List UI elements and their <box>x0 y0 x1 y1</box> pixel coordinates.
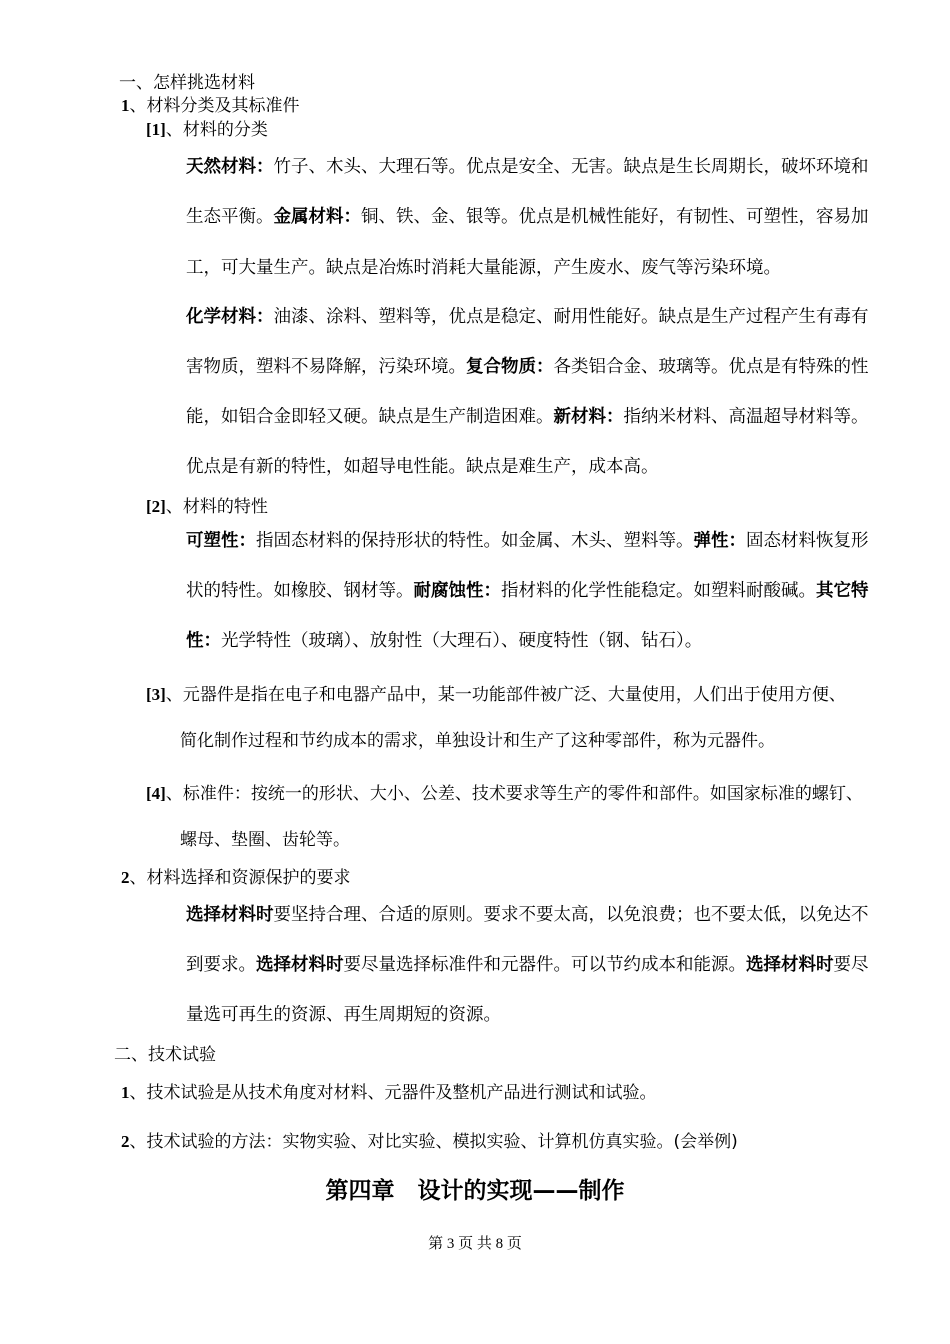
paragraph-line: 化学材料：油漆、涂料、塑料等，优点是稳定、耐用性能好。缺点是生产过程产生有毒有 <box>186 307 869 327</box>
bold-term: 金属材料： <box>273 207 361 227</box>
bold-term: 选择材料时 <box>746 955 834 975</box>
bold-term: 新材料： <box>553 407 624 427</box>
paragraph-line: 天然材料：竹子、木头、大理石等。优点是安全、无害。缺点是生长周期长，破坏环境和 <box>186 157 869 177</box>
item-number: 2 <box>121 868 130 887</box>
bold-term: 选择材料时 <box>256 955 344 975</box>
item-4-line: [4]、标准件：按统一的形状、大小、公差、技术要求等生产的零件和部件。如国家标准的螺钉、 <box>146 784 863 804</box>
paragraph-line: 生态平衡。金属材料：铜、铁、金、银等。优点是机械性能好，有韧性、可塑性，容易加 <box>186 207 869 227</box>
paragraph-line: 可塑性：指固态材料的保持形状的特性。如金属、木头、塑料等。弹性：固态材料恢复形 <box>186 531 869 551</box>
paragraph-line: 害物质，塑料不易降解，污染环境。复合物质：各类铝合金、玻璃等。优点是有特殊的性 <box>186 357 869 377</box>
paragraph-line: 能，如铝合金即轻又硬。缺点是生产制造困难。新材料：指纳米材料、高温超导材料等。 <box>186 407 869 427</box>
bold-term: 耐腐蚀性： <box>413 581 501 601</box>
chapter-title: 第四章 设计的实现——制作 <box>325 1178 625 1204</box>
item-number: 2 <box>121 1132 130 1151</box>
page-footer: 第 3 页 共 8 页 <box>428 1236 522 1252</box>
item-heading-2: [2]、材料的特性 <box>146 497 268 517</box>
paragraph-line: 量选可再生的资源、再生周期短的资源。 <box>186 1005 501 1025</box>
section-2-item-1: 1、技术试验是从技术角度对材料、元器件及整机产品进行测试和试验。 <box>121 1083 657 1103</box>
item-3-line: 简化制作过程和节约成本的需求，单独设计和生产了这种零部件，称为元器件。 <box>180 731 775 751</box>
bold-term: 性： <box>186 631 221 651</box>
item-number: [4] <box>146 784 166 803</box>
item-3-line: [3]、元器件是指在电子和电器产品中，某一功能部件被广泛、大量使用，人们出于使用方便、 <box>146 685 846 705</box>
bold-term: 弹性： <box>693 531 746 551</box>
subsection-heading-1-1: 1、材料分类及其标准件 <box>121 96 300 116</box>
subsection-heading-1-2: 2、材料选择和资源保护的要求 <box>121 868 351 888</box>
section-2-item-2: 2、技术试验的方法：实物实验、对比实验、模拟实验、计算机仿真实验。(会举例) <box>121 1132 738 1152</box>
paragraph-line: 状的特性。如橡胶、钢材等。耐腐蚀性：指材料的化学性能稳定。如塑料耐酸碱。其它特 <box>186 581 869 601</box>
bold-term: 其它特 <box>816 581 869 601</box>
paragraph-line: 选择材料时要坚持合理、合适的原则。要求不要太高，以免浪费；也不要太低，以免达不 <box>186 905 869 925</box>
item-number: 1 <box>121 96 130 115</box>
bold-term: 天然材料： <box>186 157 274 177</box>
item-number: 1 <box>121 1083 130 1102</box>
item-number: [3] <box>146 685 166 704</box>
bold-term: 化学材料： <box>186 307 274 327</box>
section-heading-2: 二、技术试验 <box>114 1045 216 1065</box>
bold-term: 选择材料时 <box>186 905 274 925</box>
item-4-line: 螺母、垫圈、齿轮等。 <box>180 830 350 850</box>
item-number: [1] <box>146 120 166 139</box>
section-heading-1: 一、怎样挑选材料 <box>119 73 255 93</box>
bold-term: 复合物质： <box>466 357 554 377</box>
paragraph-line: 到要求。选择材料时要尽量选择标准件和元器件。可以节约成本和能源。选择材料时要尽 <box>186 955 869 975</box>
paragraph-line: 性：光学特性（玻璃）、放射性（大理石）、硬度特性（钢、钻石）。 <box>186 631 703 651</box>
item-number: [2] <box>146 497 166 516</box>
bold-term: 可塑性： <box>186 531 256 551</box>
paragraph-line: 优点是有新的特性，如超导电性能。缺点是难生产，成本高。 <box>186 457 659 477</box>
paragraph-line: 工，可大量生产。缺点是冶炼时消耗大量能源，产生废水、废气等污染环境。 <box>186 258 781 278</box>
item-heading-1: [1]、材料的分类 <box>146 120 268 140</box>
